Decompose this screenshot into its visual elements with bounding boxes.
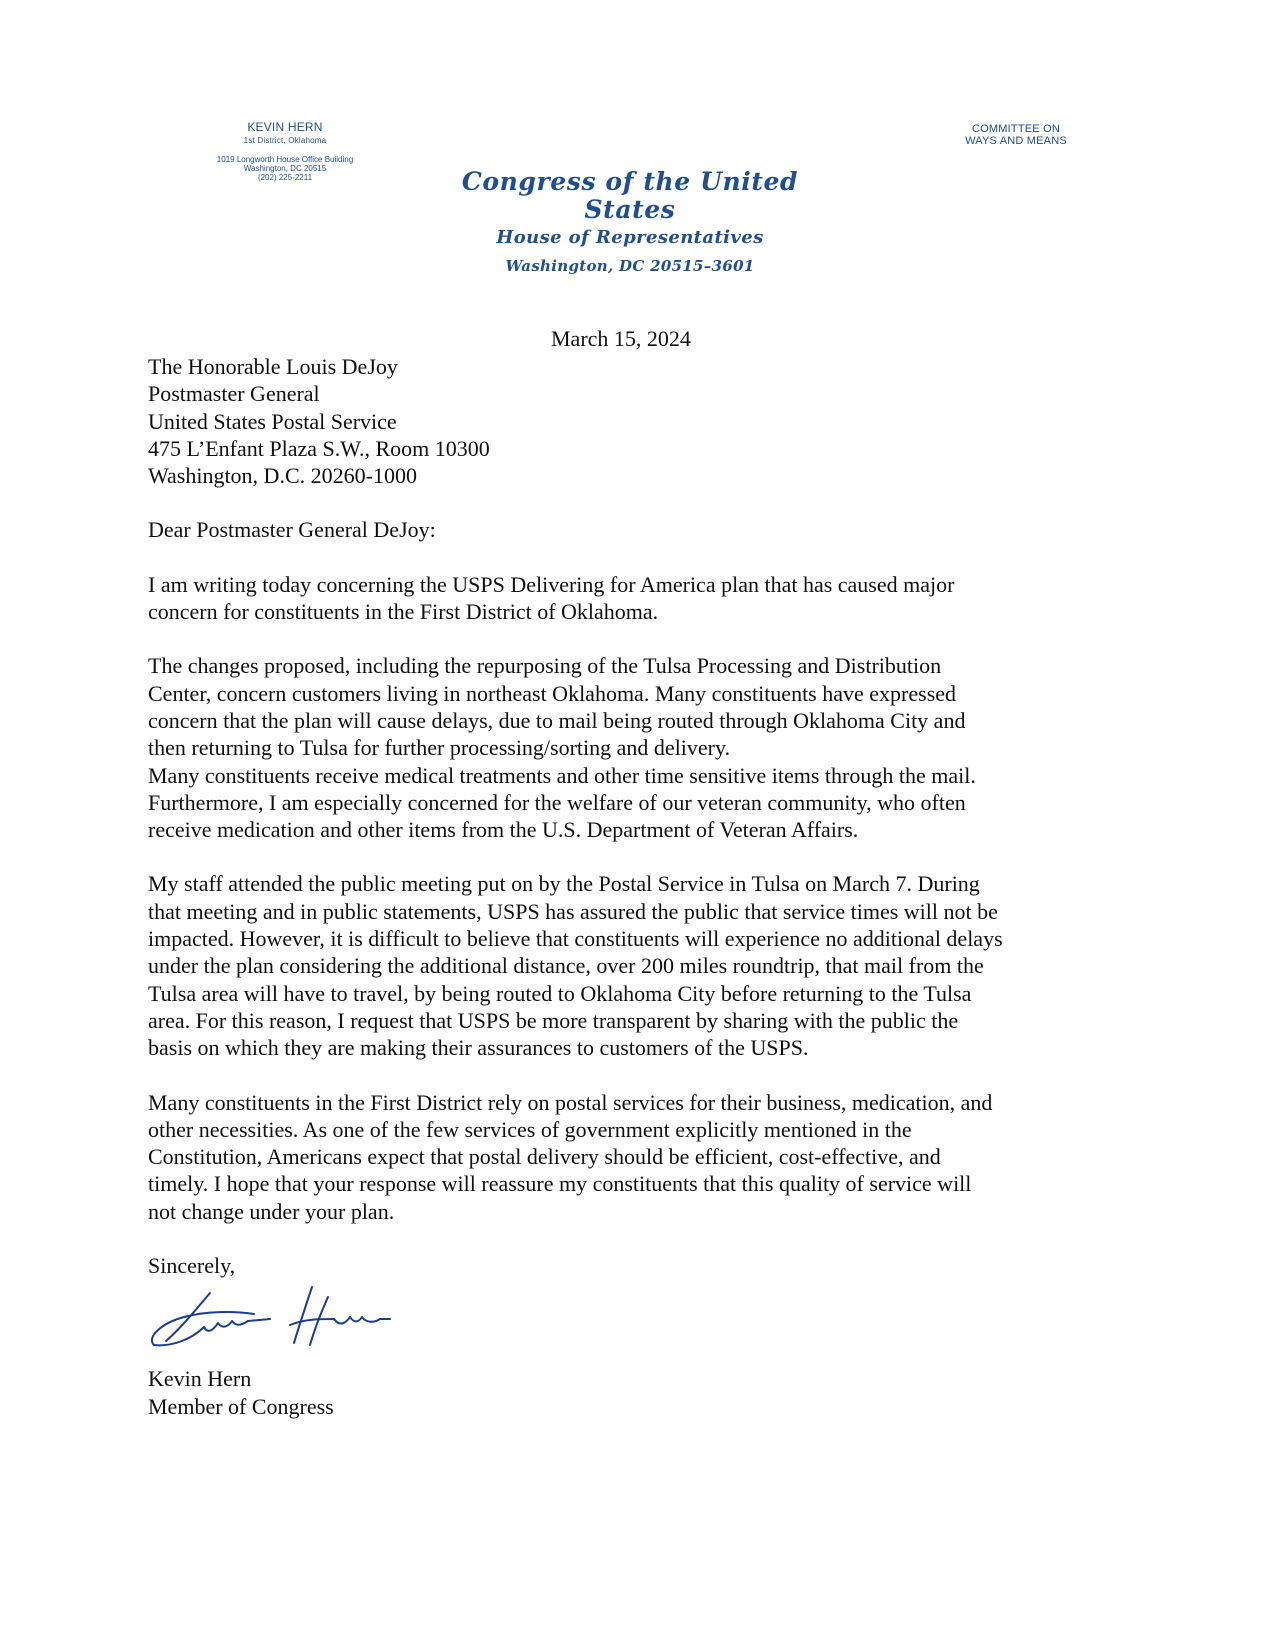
closing: Sincerely, bbox=[148, 1253, 236, 1279]
washington-address: Washington, DC 20515–3601 bbox=[505, 256, 755, 275]
paragraph-4 bbox=[148, 1089, 1108, 1225]
paragraph-line: Constitution, Americans expect that postal delivery should be efficient, cost-effective, and bbox=[148, 1144, 941, 1170]
paragraph-line: timely. I hope that your response will reassure my constituents that this quality of service will bbox=[148, 1171, 972, 1197]
paragraph-line: Tulsa area will have to travel, by being routed to Oklahoma City before returning to the Tulsa bbox=[148, 980, 972, 1006]
recipient-address bbox=[148, 353, 1108, 489]
paragraph-line: Many constituents in the First District rely on postal services for their business, medication, and bbox=[148, 1089, 993, 1115]
committee-block bbox=[946, 123, 1086, 147]
paragraph-line: The changes proposed, including the repurposing of the Tulsa Processing and Distribution bbox=[148, 653, 942, 679]
house-title: House of Representatives bbox=[496, 227, 764, 248]
member-name: KEVIN HERN bbox=[247, 120, 323, 134]
signature-stroke bbox=[290, 1319, 334, 1325]
paragraph-line: Many constituents receive medical treatments and other time sensitive items through the mail. bbox=[148, 762, 976, 788]
paragraph-1 bbox=[148, 571, 1108, 626]
paragraph-line: My staff attended the public meeting put on by the Postal Service in Tulsa on March 7. During bbox=[148, 871, 980, 897]
paragraph-line: then returning to Tulsa for further processing/sorting and delivery. bbox=[148, 735, 731, 761]
member-office-address bbox=[190, 155, 380, 183]
paragraph-line: Center, concern customers living in northeast Oklahoma. Many constituents have expressed bbox=[148, 680, 957, 706]
paragraph-line: impacted. However, it is difficult to believe that constituents will experience no additional delays bbox=[148, 926, 1003, 952]
paragraph-line: area. For this reason, I request that USPS be more transparent by sharing with the public the bbox=[148, 1007, 959, 1033]
recipient-line: United States Postal Service bbox=[148, 408, 397, 434]
paragraph-line: concern that the plan will cause delays, due to mail being routed through Oklahoma City and bbox=[148, 707, 966, 733]
signature-image bbox=[144, 1283, 404, 1361]
committee-line: COMMITTEE ON bbox=[972, 123, 1060, 135]
signature-stroke bbox=[154, 1319, 270, 1345]
paragraph-line: not change under your plan. bbox=[148, 1198, 395, 1224]
member-info-block bbox=[190, 121, 380, 183]
signature-stroke bbox=[310, 1297, 328, 1345]
congress-letterhead-title bbox=[420, 168, 840, 275]
letter-body bbox=[148, 353, 1108, 1420]
office-line: 1019 Longworth House Office Building bbox=[216, 154, 354, 164]
office-line: (202) 225-2211 bbox=[257, 173, 313, 183]
recipient-line: The Honorable Louis DeJoy bbox=[148, 354, 398, 379]
signer-title: Member of Congress bbox=[148, 1393, 334, 1419]
paragraph-line: basis on which they are making their assurances to customers of the USPS. bbox=[148, 1035, 809, 1061]
office-line: Washington, DC 20515 bbox=[243, 164, 327, 174]
paragraph-3 bbox=[148, 870, 1108, 1061]
signature-stroke bbox=[294, 1287, 312, 1343]
committee-line: WAYS AND MEANS bbox=[965, 135, 1067, 148]
paragraph-line: concern for constituents in the First District of Oklahoma. bbox=[148, 599, 659, 625]
signer-name: Kevin Hern bbox=[148, 1366, 252, 1392]
paragraph-line: Furthermore, I am especially concerned for the welfare of our veteran community, who often bbox=[148, 789, 966, 815]
paragraph-2 bbox=[148, 652, 1108, 843]
paragraph-line: under the plan considering the additional distance, over 200 miles roundtrip, that mail from the bbox=[148, 953, 984, 979]
paragraph-line: receive medication and other items from the U.S. Department of Veteran Affairs. bbox=[148, 817, 859, 843]
recipient-line: Washington, D.C. 20260-1000 bbox=[148, 463, 417, 489]
paragraph-line: I am writing today concerning the USPS Delivering for America plan that has caused major bbox=[148, 571, 955, 597]
signature-stroke bbox=[334, 1317, 390, 1323]
recipient-line: Postmaster General bbox=[148, 381, 320, 407]
paragraph-line: that meeting and in public statements, USPS has assured the public that service times will not be bbox=[148, 898, 998, 924]
member-district: 1st District, Oklahoma bbox=[243, 135, 327, 145]
letter-date: March 15, 2024 bbox=[551, 326, 691, 351]
congress-title: Congress of the United States bbox=[461, 167, 799, 224]
recipient-line: 475 L’Enfant Plaza S.W., Room 10300 bbox=[148, 435, 490, 461]
salutation: Dear Postmaster General DeJoy: bbox=[148, 517, 436, 543]
paragraph-line: other necessities. As one of the few services of government explicitly mentioned in the bbox=[148, 1116, 912, 1142]
